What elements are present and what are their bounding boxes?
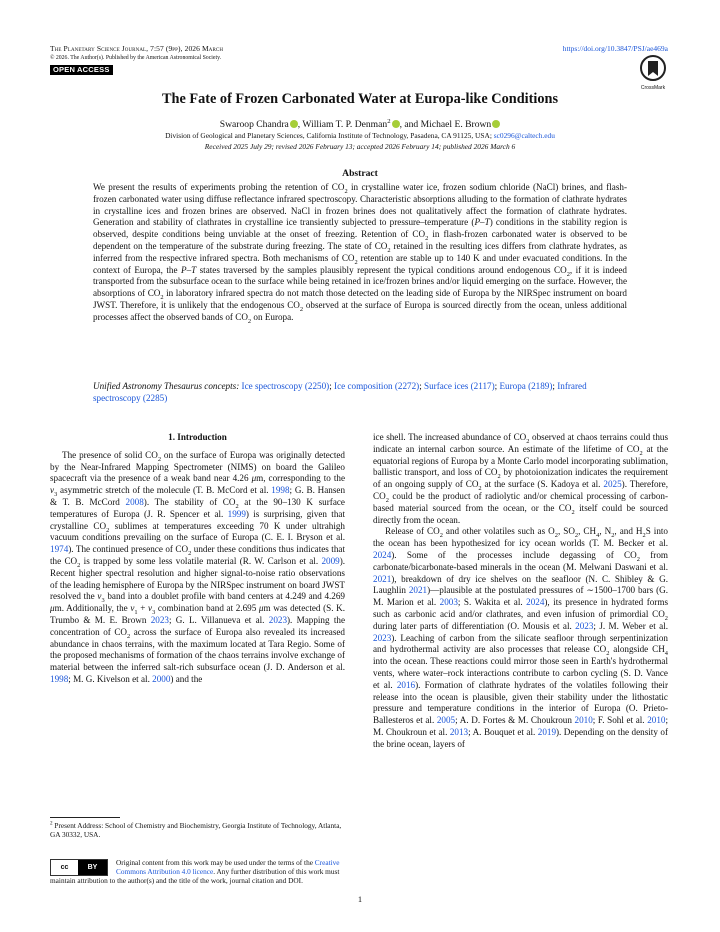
abstract-body: We present the results of experiments probing the retention of $CO_2$ in crystalline water ice, frozen sodium chloride (NaCl) brines, and flash-frozen carbonated water using diffuse reflectance infrared spectroscopy. Characteristic absorptions alluding to the formation of clathrate hydrates in crystalline ices and frozen brines are observed. NaCl in frozen brines does not qualitatively affect the formation of clathrate hydrates. Generation and stability of clathrates in crystalline ice transiently subjected to pressure–temperature (P–T) conditions in the stability region is observed, despite conditions being unviable at the onset of freezing. Retention of $CO_2$ in flash-frozen carbonated water is observed to be dependent on the temperature of the substrate during freezing. The state of $CO_2$ retained in the resulting ices differs from clathrate hydrates, as inferred from the respective infrared spectra. Both mechanisms of $CO_2$ retention are stable up to 140 K and under evacuated conditions. In the context of Europa, the P–T states traversed by the samples plausibly represent the typical conditions around endogenous $CO_2$, if it is indeed transported from the subsurface ocean to the surface while being retained in ice/frozen brines and/or liquid emerging on the surface. However, the absorptions of $CO_2$ in laboratory infrared spectra do not match those detected on the leading side of Europa by the NIRSpec instrument on board JWST. Therefore, it is unlikely that the endogenous $CO_2$ observed at the surface of Europa is sourced directly from the ocean, unless additional processes affect the observed bands of $CO_2$ on Europa. (93, 182, 628, 325)
cc-icon: cc (51, 860, 78, 875)
author-name: Swaroop Chandra (219, 119, 289, 130)
body-paragraph: ice shell. The increased abundance of $CO_2$ observed at chaos terrains could thus indicate an internal carbon source. An estimate of the lifetime of $CO_2$ at the equatorial regions of Europa by a Monte Carlo model incorporating sublimation, ballistic transport, and loss of $CO_2$ by photoionization indicates the requirement of an ongoing supply of $CO_2$ at the surface (S. Kadoya et al. 2025). Therefore, $CO_2$ could be the product of radiolytic and/or chemical processing of carbon-based material sourced from the ocean, or the $CO_2$ itself could be sourced directly from the ocean. (373, 432, 668, 525)
crossmark-button[interactable] (634, 55, 672, 91)
footnote-number: 2 (50, 820, 53, 827)
email-link[interactable]: sc0296@caltech.edu (493, 131, 555, 140)
uat-concepts: Unified Astronomy Thesaurus concepts: Ice spectroscopy (2250); Ice composition (2272); Surface ices (2117); Europa (2189); Infrared spectroscopy (2285) (93, 381, 587, 403)
page-number: 1 (357, 894, 363, 904)
section-heading: 1. Introduction (168, 432, 227, 442)
affiliation-text: Division of Geological and Planetary Sciences, California Institute of Technology, Pasadena, CA 91125, USA; (165, 131, 494, 140)
copyright-line: © 2026. The Author(s). Published by the American Astronomical Society. (50, 54, 222, 61)
doi-link[interactable]: https://doi.org/10.3847/PSJ/ae469a (562, 44, 668, 53)
author-name: Michael E. Brown (420, 119, 492, 130)
left-column (50, 432, 345, 686)
uat-concept-link[interactable]: Surface ices (2117) (424, 381, 495, 391)
author-list: Swaroop Chandra , William T. P. Denman$^2$ , and Michael E. Brown (50, 119, 670, 130)
author-name: William T. P. Denman (302, 119, 388, 130)
uat-concept-link[interactable]: Ice composition (2272) (334, 381, 420, 391)
journal-header (50, 44, 223, 75)
crossmark-label: CrossMark (640, 85, 666, 91)
paper-title: The Fate of Frozen Carbonated Water at Europa-like Conditions (161, 91, 559, 107)
author-separator: , and (399, 119, 421, 130)
orcid-icon[interactable] (290, 120, 298, 128)
publication-dates: Received 2025 July 29; revised 2026 February 13; accepted 2026 February 14; published 2026 March 6 (204, 142, 516, 151)
affiliation (40, 131, 680, 140)
footnote-text: Present Address: School of Chemistry and Biochemistry, Georgia Institute of Technology, Atlanta, GA 30332, USA. (50, 821, 342, 839)
uat-label: Unified Astronomy Thesaurus concepts: (93, 381, 240, 391)
footnote-marker: 2 (387, 117, 391, 125)
orcid-icon[interactable] (492, 120, 500, 128)
cc-by-badge[interactable] (50, 859, 108, 876)
uat-concept-link[interactable]: Europa (2189) (499, 381, 553, 391)
right-column (373, 432, 668, 751)
body-paragraph: Release of $CO_2$ and other volatiles such as $O_2$, $SO_2$, $CH_4$, $N_2$, and $H_2S$ into the ocean has been hypothesized for icy ocean worlds (T. M. Becker et al. 2024). Some of the processes include degassing of $CO_2$ from carbonate/bicarbonate-based minerals in the ocean (M. Melwani Daswani et al. 2021), breakdown of dry ice shelves on the seafloor (N. C. Shibley & G. Laughlin 2021)—plausible at the postulated pressures of ∼1500–1700 bars (G. M. Marion et al. 2003; S. Wakita et al. 2024), its presence in hydrated forms such as carbonic acid and/or clathrates, and even infusion of primordial $CO_2$ during later parts of differentiation (O. Mousis et al. 2023; J. M. Weber et al. 2023). Leaching of carbon from the silicate seafloor through serpentinization and hydrothermal activity are also processes that release $CO_2$ alongside $CH_4$ into the ocean. These reactions could mirror those seen in Earth's hydrothermal vents, where water–rock interactions contribute to carbon cycling (S. D. Vance et al. 2016). Formation of clathrate hydrates of the volatiles following their release into the ocean is plausible, given their stability under the lithostatic pressure and temperature conditions in the interior of Europa (O. Prieto-Ballesteros et al. 2005; A. D. Fortes & M. Choukroun 2010; F. Sohl et al. 2010; M. Choukroun et al. 2013; A. Bouquet et al. 2019). Depending on the density of the brine ocean, layers of (373, 526, 669, 749)
uat-concept-link[interactable]: Ice spectroscopy (2250) (241, 381, 330, 391)
journal-citation: The Planetary Science Journal, 7:57 (9pp), 2026 March (50, 44, 224, 53)
uat-concept-link[interactable]: Infrared spectroscopy (2285) (93, 381, 587, 403)
open-access-badge: OPEN ACCESS (50, 65, 113, 75)
orcid-icon[interactable] (392, 120, 400, 128)
abstract-heading: Abstract (342, 168, 378, 179)
footnote-rule (50, 817, 120, 818)
license-link[interactable]: Creative Commons Attribution 4.0 licence (116, 858, 340, 876)
doi-link-wrap (563, 44, 668, 53)
body-paragraph: The presence of solid $CO_2$ on the surface of Europa was originally detected by the Near-Infrared Mapping Spectrometer (NIMS) on board the Galileo spacecraft via the presence of a weak band near 4.26 μm, corresponding to the $\nu_3$ asymmetric stretch of the molecule (T. B. McCord et al. 1998; G. B. Hansen & T. B. McCord 2008). The stability of $CO_2$ at the 90–130 K surface temperatures of Europa (J. R. Spencer et al. 1999) is surprising, given that crystalline $CO_2$ sublimes at temperatures exceeding 70 K under ultrahigh vacuum conditions prevailing on the surface of Europa (C. E. I. Bryson et al. 1974). The continued presence of $CO_2$ under these conditions thus indicates that the $CO_2$ is trapped by some less volatile material (R. W. Carlson et al. 2009). Recent higher spectral resolution and higher signal-to-noise ratio observations of the leading hemisphere of Europa by the NIRSpec instrument on board JWST resolved the $\nu_3$ band into a doublet profile with band centers at 4.249 and 4.269 μm. Additionally, the $\nu_1 + \nu_3$ combination band at 2.695 μm was detected (S. K. Trumbo & M. E. Brown 2023; G. L. Villanueva et al. 2023). Mapping the concentration of $CO_2$ across the surface of Europa also revealed its increased abundance in chaos terrains, with the maximum located at Tara Regio. Some of the proposed mechanisms of formation of the chaos terrains involve exchange of material between the inferred salt-rich subsurface ocean (J. D. Anderson et al. 1998; M. G. Kivelson et al. 2000) and the (50, 449, 346, 684)
crossmark-icon (640, 55, 666, 81)
by-icon: BY (78, 860, 107, 875)
license-text: Original content from this work may be used under the terms of the (116, 858, 315, 867)
license-text: . Any further distribution of this work must maintain attribution to the author(s) and the title of the work, journal citation and DOI. (50, 867, 340, 885)
license-notice (50, 858, 345, 885)
footnote (50, 821, 345, 839)
